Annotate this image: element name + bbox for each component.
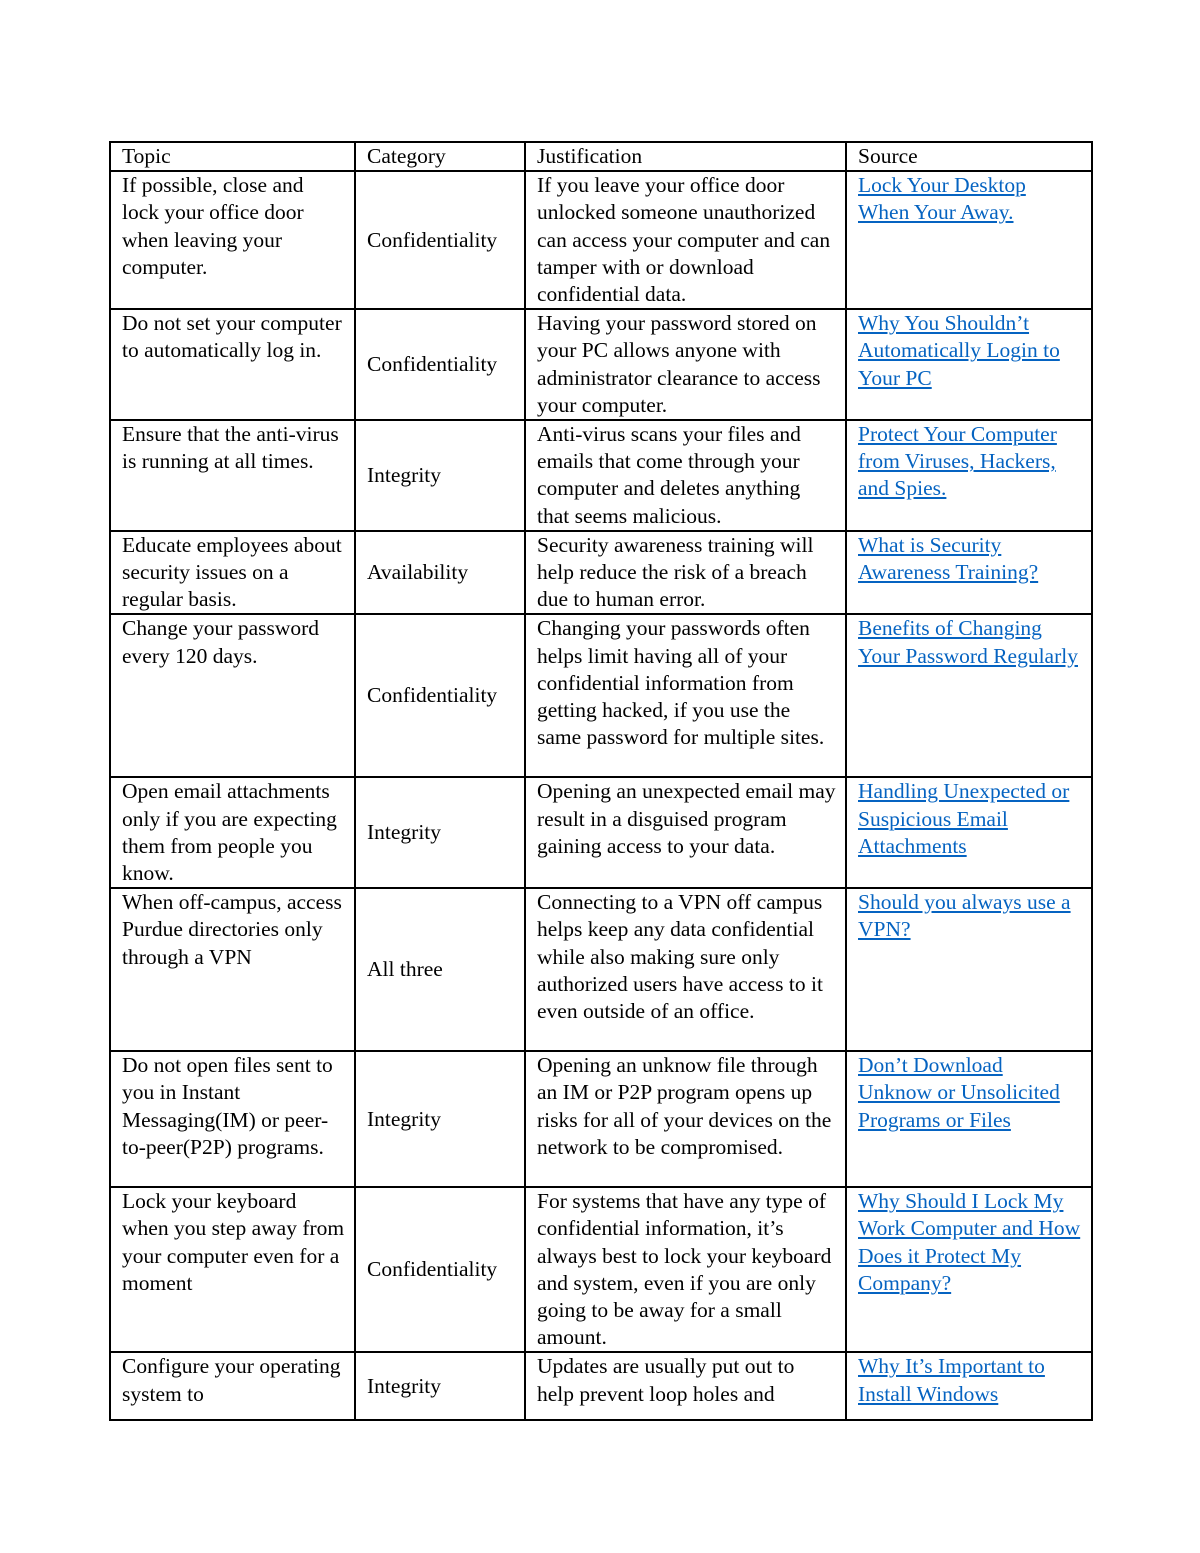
topic-cell: When off-campus, access Purdue directories only through a VPN	[110, 888, 355, 1051]
justification-cell: If you leave your office door unlocked someone unauthorized can access your computer and can tamper with or download confidential data.	[525, 171, 846, 309]
source-link[interactable]: Lock Your Desktop When Your Away.	[858, 173, 1026, 225]
header-category: Category	[355, 142, 525, 171]
source-link[interactable]: Don’t Download Unknow or Unsolicited Programs or Files	[858, 1053, 1060, 1132]
justification-cell: Opening an unknow file through an IM or P2P program opens up risks for all of your devices on the network to be compromised.	[525, 1051, 846, 1187]
justification-cell: Having your password stored on your PC allows anyone with administrator clearance to access your computer.	[525, 309, 846, 420]
table-row	[110, 888, 1092, 1051]
topic-cell: Lock your keyboard when you step away from your computer even for a moment	[110, 1187, 355, 1352]
justification-cell: Updates are usually put out to help prevent loop holes and	[525, 1352, 846, 1420]
source-link[interactable]: What is Security Awareness Training?	[858, 532, 1039, 585]
source-link[interactable]: Should you always use a VPN?	[858, 890, 1071, 942]
source-cell	[846, 420, 1092, 531]
category-cell: Integrity	[355, 1051, 525, 1187]
category-cell: Integrity	[355, 777, 525, 888]
source-cell	[846, 1352, 1092, 1420]
security-practices-table	[109, 141, 1093, 1421]
table-row	[110, 531, 1092, 615]
justification-cell: Anti-virus scans your files and emails that come through your computer and deletes anything that seems malicious.	[525, 420, 846, 531]
category-cell: Integrity	[355, 1352, 525, 1420]
source-link[interactable]: Why You Shouldn’t Automatically Login to Your PC	[858, 311, 1060, 390]
table-row	[110, 614, 1092, 777]
table-row	[110, 1187, 1092, 1352]
table-row	[110, 171, 1092, 309]
topic-cell: Do not open files sent to you in Instant Messaging(IM) or peer-to-peer(P2P) programs.	[110, 1051, 355, 1187]
category-cell: Confidentiality	[355, 614, 525, 777]
table-row	[110, 420, 1092, 531]
header-topic: Topic	[110, 142, 355, 171]
category-cell: All three	[355, 888, 525, 1051]
category-cell: Availability	[355, 531, 525, 615]
source-cell	[846, 777, 1092, 888]
justification-cell: Connecting to a VPN off campus helps keep any data confidential while also making sure only authorized users have access to it even outside of an office.	[525, 888, 846, 1051]
justification-cell: Changing your passwords often helps limit having all of your confidential information from getting hacked, if you use the same password for multiple sites.	[525, 614, 846, 777]
category-cell: Confidentiality	[355, 1187, 525, 1352]
topic-cell: Do not set your computer to automatically log in.	[110, 309, 355, 420]
source-link[interactable]: Protect Your Computer from Viruses, Hackers, and Spies.	[858, 422, 1057, 501]
header-source: Source	[846, 142, 1092, 171]
table-row	[110, 1051, 1092, 1187]
justification-cell: Opening an unexpected email may result in a disguised program gaining access to your data.	[525, 777, 846, 888]
table-header-row	[110, 142, 1092, 171]
topic-cell: Ensure that the anti-virus is running at all times.	[110, 420, 355, 531]
source-link[interactable]: Benefits of Changing Your Password Regularly	[858, 616, 1078, 668]
topic-cell: Open email attachments only if you are expecting them from people you know.	[110, 777, 355, 888]
source-link[interactable]: Handling Unexpected or Suspicious Email Attachments	[858, 779, 1070, 858]
table-row	[110, 309, 1092, 420]
source-cell	[846, 171, 1092, 309]
source-cell	[846, 1187, 1092, 1352]
justification-cell: Security awareness training will help reduce the risk of a breach due to human error.	[525, 531, 846, 615]
source-cell	[846, 888, 1092, 1051]
source-cell	[846, 614, 1092, 777]
header-justification: Justification	[525, 142, 846, 171]
topic-cell: Change your password every 120 days.	[110, 614, 355, 777]
source-link[interactable]: Why It’s Important to Install Windows	[858, 1354, 1045, 1406]
category-cell: Integrity	[355, 420, 525, 531]
source-cell	[846, 309, 1092, 420]
source-link[interactable]: Why Should I Lock My Work Computer and How Does it Protect My Company?	[858, 1189, 1081, 1295]
topic-cell: Configure your operating system to	[110, 1352, 355, 1420]
table-row	[110, 1352, 1092, 1420]
category-cell: Confidentiality	[355, 309, 525, 420]
source-cell	[846, 1051, 1092, 1187]
source-cell	[846, 531, 1092, 615]
justification-cell: For systems that have any type of confidential information, it’s always best to lock your keyboard and system, even if you are only going to be away for a small amount.	[525, 1187, 846, 1352]
category-cell: Confidentiality	[355, 171, 525, 309]
topic-cell: If possible, close and lock your office door when leaving your computer.	[110, 171, 355, 309]
table-row	[110, 777, 1092, 888]
topic-cell: Educate employees about security issues on a regular basis.	[110, 531, 355, 615]
